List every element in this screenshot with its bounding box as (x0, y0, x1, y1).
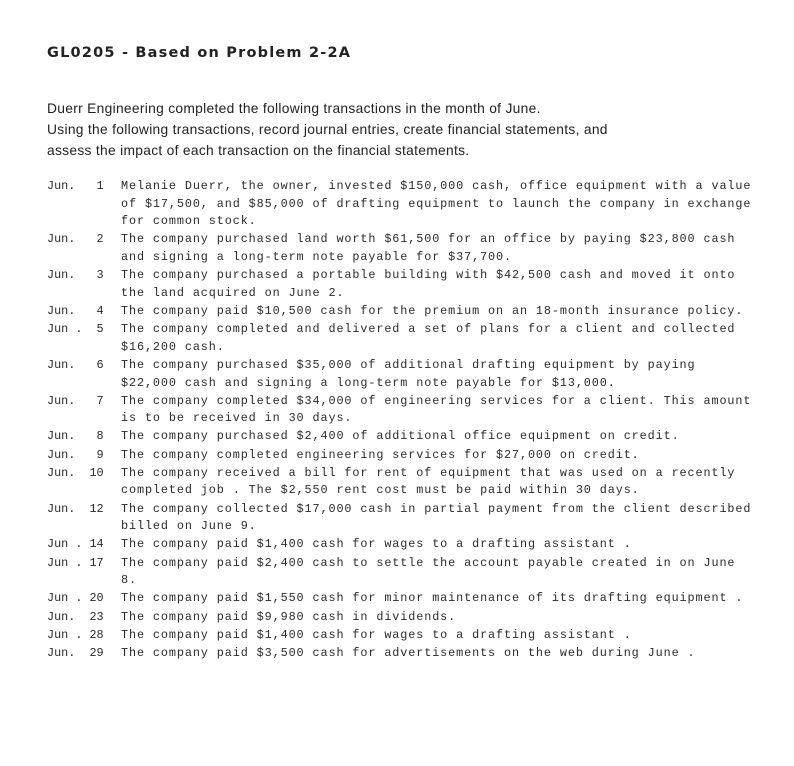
document-title: GL0205 - Based on Problem 2-2A (47, 45, 352, 61)
transaction-date: Jun. 10 (47, 465, 104, 480)
transaction-description: The company collected $17,000 cash in partial payment from the client described billed on June 9. (121, 501, 752, 534)
transaction-item (47, 231, 757, 266)
intro-paragraph (47, 98, 747, 161)
transaction-date: Jun. 6 (47, 357, 104, 372)
transaction-item (47, 590, 757, 608)
transaction-date: Jun. 1 (47, 179, 104, 193)
transaction-date: Jun. 8 (47, 429, 104, 444)
transaction-date: Jun. 3 (47, 268, 104, 283)
transaction-description: The company purchased $35,000 of additional drafting equipment by paying $22,000 cash and signing a long-term note payable for $13,000. (121, 357, 696, 390)
transaction-item (47, 357, 757, 392)
transaction-date: Jun. 9 (47, 447, 104, 462)
transaction-list (47, 178, 757, 663)
transaction-item (47, 267, 757, 302)
transaction-date: Jun . 20 (47, 591, 104, 606)
transaction-description: The company completed and delivered a set of plans for a client and collected $16,200 cash. (121, 322, 736, 354)
transaction-description: The company completed $34,000 of engineering services for a client. This amount is to be received in 30 days. (121, 393, 752, 426)
transaction-item (47, 645, 757, 663)
transaction-description: The company paid $3,500 cash for advertisements on the web during June . (121, 645, 696, 660)
intro-line: assess the impact of each transaction on the financial statements. (47, 143, 470, 158)
transaction-description: Melanie Duerr, the owner, invested $150,000 cash, office equipment with a value of $17,500, and $85,000 of drafting equipment to launch the company in exchange for common stock. (121, 179, 752, 229)
transaction-date: Jun. 23 (47, 609, 104, 624)
transaction-description: The company paid $10,500 cash for the premium on an 18-month insurance policy. (121, 303, 744, 318)
transaction-item (47, 428, 757, 446)
transaction-description: The company purchased land worth $61,500 for an office by paying $23,800 cash and signing a long-term note payable for $37,700. (121, 232, 736, 264)
transaction-item (47, 536, 757, 554)
transaction-description: The company paid $1,400 cash for wages to a drafting assistant . (121, 537, 632, 552)
transaction-date: Jun. 4 (47, 303, 104, 318)
transaction-description: The company completed engineering services for $27,000 on credit. (121, 447, 640, 462)
transaction-item (47, 555, 757, 590)
transaction-date: Jun . 14 (47, 537, 104, 552)
transaction-description: The company paid $1,400 cash for wages to a drafting assistant . (121, 627, 632, 642)
transaction-item (47, 393, 757, 428)
transaction-item (47, 321, 757, 356)
intro-line: Duerr Engineering completed the following transactions in the month of June. (47, 101, 541, 116)
transaction-description: The company paid $9,980 cash in dividends. (121, 609, 457, 624)
transaction-date: Jun. 2 (47, 232, 104, 247)
transaction-date: Jun . 28 (47, 627, 104, 642)
intro-line: Using the following transactions, record journal entries, create financial statements, and (47, 122, 608, 137)
transaction-item (47, 609, 757, 627)
transaction-description: The company purchased a portable building with $42,500 cash and moved it onto the land acquired on June 2. (121, 268, 736, 300)
transaction-date: Jun. 7 (47, 393, 104, 408)
transaction-date: Jun . 17 (47, 555, 104, 570)
transaction-description: The company paid $1,550 cash for minor maintenance of its drafting equipment . (121, 591, 744, 606)
transaction-description: The company purchased $2,400 of additional office equipment on credit. (121, 429, 680, 444)
transaction-item (47, 303, 757, 321)
transaction-date: Jun. 29 (47, 645, 104, 660)
transaction-item (47, 627, 757, 645)
transaction-description: The company paid $2,400 cash to settle the account payable created in on June 8. (121, 555, 736, 588)
transaction-item (47, 178, 757, 231)
transaction-item (47, 501, 757, 536)
transaction-date: Jun . 5 (47, 322, 104, 337)
transaction-item (47, 465, 757, 500)
transaction-date: Jun. 12 (47, 501, 104, 516)
transaction-item (47, 447, 757, 465)
transaction-description: The company received a bill for rent of equipment that was used on a recently completed job . The $2,550 rent cost must be paid within 30 days. (121, 465, 736, 498)
